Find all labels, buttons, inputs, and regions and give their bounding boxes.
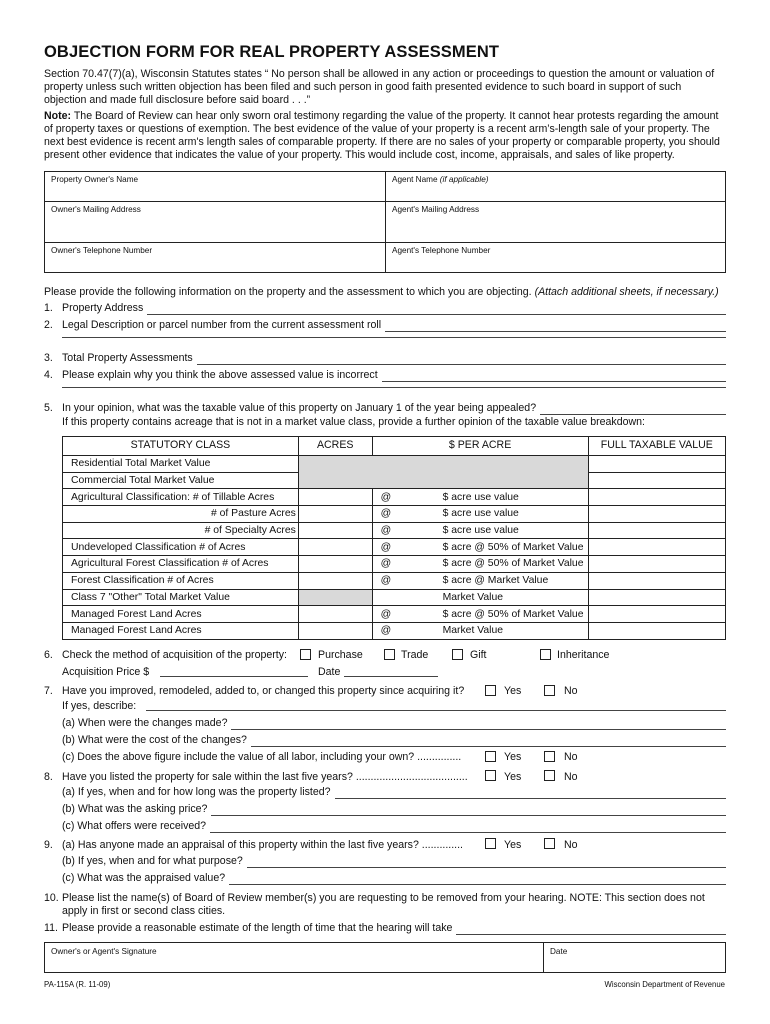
q9b-row: (b) If yes, when and for what purpose? <box>62 855 726 868</box>
q9b-line[interactable] <box>247 858 726 868</box>
signature-field[interactable]: Owner's or Agent's Signature <box>45 943 544 972</box>
q5-row: 5. In your opinion, what was the taxable value of this property on January 1 of the year being appealed? <box>44 402 726 415</box>
acres-cell[interactable] <box>298 606 372 623</box>
owner-address-field[interactable]: Owner's Mailing Address <box>51 205 141 214</box>
purchase-checkbox[interactable] <box>300 649 311 660</box>
owner-phone-field[interactable]: Owner's Telephone Number <box>51 246 153 255</box>
inheritance-checkbox[interactable] <box>540 649 551 660</box>
q11-row: 11. Please provide a reasonable estimate of the length of time that the hearing will take <box>44 922 726 935</box>
header-statutory-class: STATUTORY CLASS <box>63 437 299 456</box>
hearing-length-line[interactable] <box>456 925 726 935</box>
acquisition-price-line[interactable] <box>160 676 308 677</box>
trade-label: Trade <box>401 649 429 661</box>
q7-describe-line[interactable] <box>146 710 726 711</box>
party-info-box <box>44 171 726 273</box>
acres-cell[interactable] <box>298 506 372 523</box>
q7c-no-label: No <box>564 751 578 763</box>
value-cell[interactable] <box>588 622 725 639</box>
acres-cell[interactable] <box>298 556 372 573</box>
note-label: Note: <box>44 110 72 122</box>
acres-cell[interactable] <box>298 572 372 589</box>
q7c-no-checkbox[interactable] <box>544 751 555 762</box>
q7c-yes-label: Yes <box>504 751 522 763</box>
acquisition-date-line[interactable] <box>344 676 438 677</box>
q8c-line[interactable] <box>210 823 726 833</box>
value-cell[interactable] <box>588 506 725 523</box>
total-assessment-line[interactable] <box>197 355 726 365</box>
q8b-line[interactable] <box>211 806 726 816</box>
form-title: OBJECTION FORM FOR REAL PROPERTY ASSESSMENT <box>44 43 500 61</box>
note-text: The Board of Review can hear only sworn oral testimony regarding the value of the property. It cannot hear protests regarding the amount of property taxes or questions of exemption. The best evidence of the value of your property is a recent arm’s-length sale of your property. The next best evidence is recent arm's length sales of comparable property. If there are no sales of your property or comparable property, you should present other evidence that indicates the value of your property. This would include cost, income, appraisals, and sales of like property. <box>44 110 720 161</box>
q7b-line[interactable] <box>251 737 726 747</box>
table-row: Managed Forest Land Acres @ $ acre @ 50% of Market Value <box>63 606 726 623</box>
department-name: Wisconsin Department of Revenue <box>604 980 725 989</box>
q5-subtext: If this property contains acreage that is not in a market value class, provide a further opinion of the taxable value breakdown: <box>62 416 645 428</box>
table-row: # of Pasture Acres @ $ acre use value <box>63 506 726 523</box>
signature-date-field[interactable]: Date <box>550 947 568 956</box>
value-cell[interactable] <box>588 589 725 606</box>
note-paragraph <box>44 110 726 162</box>
agent-address-field[interactable]: Agent's Mailing Address <box>385 202 725 242</box>
q9-yes-checkbox[interactable] <box>485 838 496 849</box>
q8a-row: (a) If yes, when and for how long was the property listed? <box>62 786 726 799</box>
table-row: Class 7 "Other" Total Market Value Market Value <box>63 589 726 606</box>
table-row: Commercial Total Market Value <box>63 472 726 489</box>
table-row: Residential Total Market Value <box>63 456 726 473</box>
header-full-taxable: FULL TAXABLE VALUE <box>588 437 725 456</box>
q8-yes-label: Yes <box>504 771 522 783</box>
q8-label: 8. Have you listed the property for sale within the last five years? ...................................... <box>44 771 468 783</box>
q9-no-checkbox[interactable] <box>544 838 555 849</box>
q3-row: 3. Total Property Assessments <box>44 352 726 365</box>
q10-label: 10. Please list the name(s) of Board of Review member(s) you are requesting to be removed from your hearing. NOTE: This section does not <box>44 892 705 904</box>
table-row: Undeveloped Classification # of Acres @ $ acre @ 50% of Market Value <box>63 539 726 556</box>
legal-description-line[interactable] <box>385 322 726 332</box>
trade-checkbox[interactable] <box>384 649 395 660</box>
q6-label: 6. Check the method of acquisition of the property: <box>44 649 287 661</box>
q8-yes-checkbox[interactable] <box>485 770 496 781</box>
q2-row: 2. Legal Description or parcel number from the current assessment roll <box>44 319 726 332</box>
acquisition-price-label: Acquisition Price $ <box>62 666 150 678</box>
q7a-row: (a) When were the changes made? <box>62 717 726 730</box>
q7a-line[interactable] <box>231 720 726 730</box>
value-cell[interactable] <box>588 606 725 623</box>
q8b-row: (b) What was the asking price? <box>62 803 726 816</box>
taxable-value-line[interactable] <box>540 405 726 415</box>
q9-label: 9. (a) Has anyone made an appraisal of this property within the last five years? .............. <box>44 839 463 851</box>
q8c-row: (c) What offers were received? <box>62 820 726 833</box>
table-row: # of Specialty Acres @ $ acre use value <box>63 522 726 539</box>
q7-yes-label: Yes <box>504 685 522 697</box>
q7-label: 7. Have you improved, remodeled, added to, or changed this property since acquiring it? <box>44 685 465 697</box>
q4-row: 4. Please explain why you think the above assessed value is incorrect <box>44 369 726 382</box>
acres-cell[interactable] <box>298 489 372 506</box>
purchase-label: Purchase <box>318 649 363 661</box>
table-row: Forest Classification # of Acres @ $ acre @ Market Value <box>63 572 726 589</box>
q4-extra-line[interactable] <box>62 387 726 388</box>
q9c-row: (c) What was the appraised value? <box>62 872 726 885</box>
q7-describe-label: If yes, describe: <box>62 700 137 712</box>
intro-text: Please provide the following information on the property and the assessment to which you are objecting. (Attach additional sheets, if necessary.) <box>44 286 719 298</box>
valuation-table <box>62 436 726 640</box>
header-acres: ACRES <box>298 437 372 456</box>
q8-no-checkbox[interactable] <box>544 770 555 781</box>
q8a-line[interactable] <box>335 789 726 799</box>
statute-paragraph: Section 70.47(7)(a), Wisconsin Statutes states “ No person shall be allowed in any action or proceedings to question the amount or valuation of property unless such written objection has been filed and such person in good faith presented evidence to such board in support of such objection and made full disclosure before said board . . .” <box>44 68 715 106</box>
form-number: PA-115A (R. 11-09) <box>44 980 111 989</box>
value-cell[interactable] <box>588 572 725 589</box>
table-row: Agricultural Forest Classification # of Acres @ $ acre @ 50% of Market Value <box>63 556 726 573</box>
q1-row: 1. Property Address <box>44 302 726 315</box>
value-cell[interactable] <box>588 489 725 506</box>
header-per-acre: $ PER ACRE <box>372 437 588 456</box>
acres-cell[interactable] <box>298 622 372 639</box>
q7-no-checkbox[interactable] <box>544 685 555 696</box>
q7-yes-checkbox[interactable] <box>485 685 496 696</box>
q7c-yes-checkbox[interactable] <box>485 751 496 762</box>
table-header-row <box>63 437 726 456</box>
q10-label-line2: apply in first or second class cities. <box>62 905 226 917</box>
table-row: Managed Forest Land Acres @ Market Value <box>63 622 726 639</box>
value-cell[interactable] <box>588 556 725 573</box>
agent-phone-field[interactable]: Agent's Telephone Number <box>385 243 725 272</box>
table-row: Agricultural Classification: # of Tillable Acres @ $ acre use value <box>63 489 726 506</box>
value-cell[interactable] <box>588 539 725 556</box>
q7c-label: (c) Does the above figure include the value of all labor, including your own? ............... <box>62 751 462 763</box>
q2-extra-line[interactable] <box>62 337 726 338</box>
value-cell[interactable] <box>588 472 725 489</box>
acres-cell[interactable] <box>298 539 372 556</box>
value-cell[interactable] <box>588 522 725 539</box>
agent-name-field[interactable]: Agent Name (if applicable) <box>385 172 725 201</box>
acquisition-date-label: Date <box>318 666 341 678</box>
explain-line[interactable] <box>382 372 726 382</box>
q7-no-label: No <box>564 685 578 697</box>
gift-label: Gift <box>470 649 487 661</box>
acres-cell[interactable] <box>298 522 372 539</box>
property-address-line[interactable] <box>147 305 726 315</box>
gift-checkbox[interactable] <box>452 649 463 660</box>
q7b-row: (b) What were the cost of the changes? <box>62 734 726 747</box>
signature-box <box>44 942 726 973</box>
q9-no-label: No <box>564 839 578 851</box>
q9c-line[interactable] <box>229 875 726 885</box>
owner-name-field[interactable]: Property Owner's Name <box>51 175 139 184</box>
q9-yes-label: Yes <box>504 839 522 851</box>
q8-no-label: No <box>564 771 578 783</box>
inheritance-label: Inheritance <box>557 649 610 661</box>
value-cell[interactable] <box>588 456 725 473</box>
